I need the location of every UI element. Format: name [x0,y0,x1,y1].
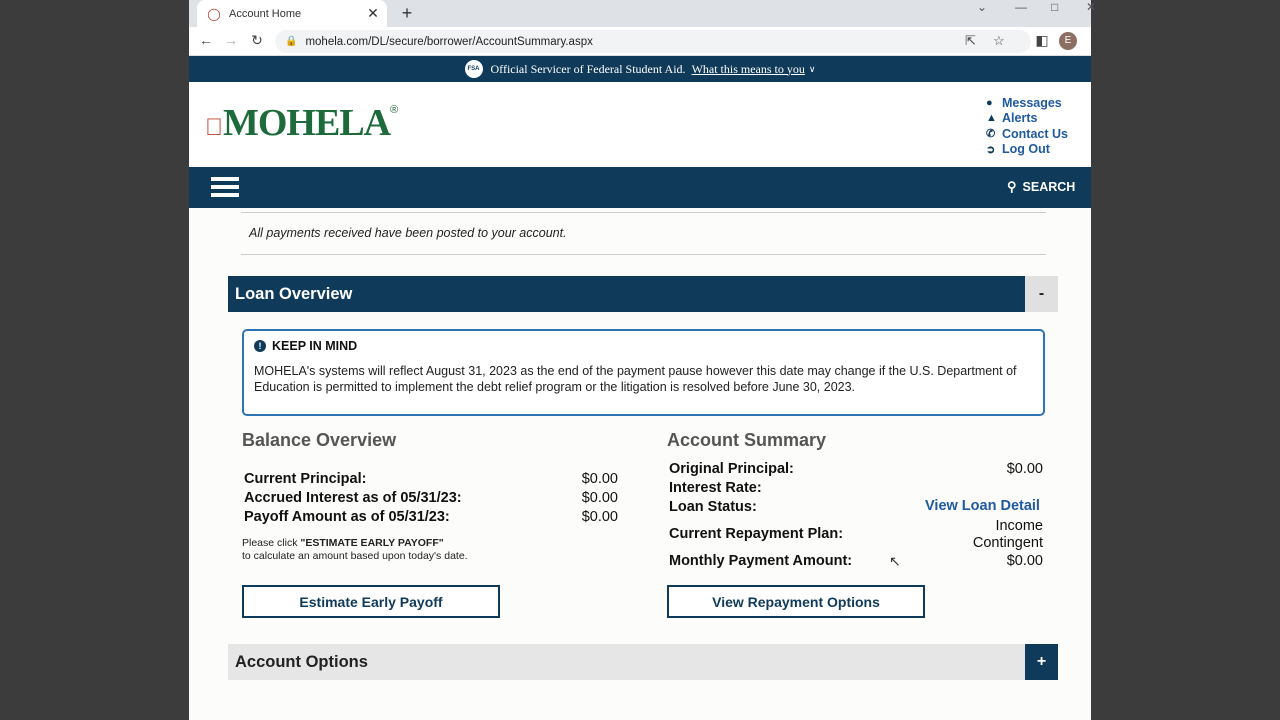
chat-bubble-icon: ● [986,96,993,109]
keep-in-mind-title: KEEP IN MIND [272,339,358,353]
tab-search-icon[interactable]: ⌄ [977,0,988,14]
original-principal-value: $0.00 [1006,461,1043,477]
side-panel-icon[interactable]: ◧ [1035,32,1049,48]
tab-title: Account Home [229,7,302,20]
tab-strip [189,0,1097,27]
repayment-plan-value-line1: Income [995,518,1043,534]
logo-wordmark: MOHELA [205,102,373,144]
site-header [189,82,1091,167]
bell-icon: ▲ [986,112,997,125]
bookmark-star-icon[interactable]: ☆ [993,33,1005,48]
contact-us-link[interactable]: ✆ Contact Us [986,126,1068,141]
current-principal-label: Current Principal: [244,471,367,487]
phone-icon: ✆ [986,128,996,141]
fsa-banner-text: Official Servicer of Federal Student Aid. [490,61,686,76]
view-repayment-options-button[interactable]: View Repayment Options [667,585,925,618]
close-tab-icon[interactable]: ✕ [367,5,379,21]
account-options-header[interactable] [228,644,1058,680]
alerts-link[interactable]: ▲ Alerts [986,111,1038,126]
fsa-banner [189,56,1091,82]
url-text: mohela.com/DL/secure/borrower/AccountSummary.aspx [305,35,593,48]
lock-icon[interactable]: 🔒 [285,36,298,47]
info-icon: ! [254,340,266,352]
apple-logo-icon [205,114,223,142]
log-out-link[interactable]: ➲ Log Out [986,142,1050,157]
address-bar[interactable] [275,30,1031,53]
original-principal-label: Original Principal: [669,461,794,477]
keep-in-mind-body: MOHELA's systems will reflect August 31, 2023 as the end of the payment pause however this date may change if the U.S. Department of Education is permitted to implement the debt relief program or the litigation is resolved before June 30, 2023. [254,364,1017,394]
hamburger-menu-icon[interactable] [211,177,239,197]
current-principal-value: $0.00 [581,471,618,487]
fsa-seal-icon: FSA [465,60,483,78]
what-this-means-link[interactable]: What this means to you [691,61,805,76]
view-loan-detail-link[interactable]: View Loan Detail [925,498,1040,514]
main-navbar [189,167,1091,208]
mohela-favicon-icon: ◯ [207,6,221,21]
repayment-plan-value-line2: Contingent [972,535,1043,551]
browser-toolbar [189,27,1091,56]
monthly-payment-label: Monthly Payment Amount: [669,553,853,569]
minimize-icon[interactable]: — [1015,0,1027,14]
new-tab-button[interactable]: + [401,3,413,23]
loan-status-label: Loan Status: [669,499,757,515]
share-icon[interactable]: ⇱ [965,33,976,48]
mohela-logo[interactable] [205,104,398,142]
maximize-icon[interactable]: □ [1051,0,1059,14]
profile-avatar[interactable]: E [1059,32,1077,50]
header-links [986,95,1068,157]
collapse-toggle[interactable]: - [1025,276,1058,312]
search-icon: ⚲ [1007,179,1017,194]
interest-rate-label: Interest Rate: [669,480,762,496]
balance-overview-title: Balance Overview [242,430,397,450]
browser-window [189,0,1097,720]
search-button[interactable] [1007,179,1091,195]
back-icon[interactable]: ← [199,32,213,48]
main-content [189,208,1091,720]
account-options-title: Account Options [235,652,368,671]
payoff-amount-value: $0.00 [581,509,618,525]
estimate-early-payoff-button[interactable]: Estimate Early Payoff [242,585,500,618]
repayment-plan-label: Current Repayment Plan: [669,526,844,542]
forward-icon[interactable]: → [224,32,238,48]
reload-icon[interactable]: ↻ [251,32,263,48]
keep-in-mind-box [242,329,1045,416]
messages-link[interactable]: ● Messages [986,95,1062,110]
chevron-down-icon[interactable]: ∨ [808,63,816,74]
mouse-cursor-icon: ↖ [889,553,901,569]
loan-overview-header[interactable] [228,276,1058,312]
payments-notice: All payments received have been posted to your account. [249,226,567,240]
divider [241,212,1046,213]
accrued-interest-label: Accrued Interest as of 05/31/23: [244,490,462,506]
tab-account-home[interactable] [197,0,387,27]
payoff-amount-label: Payoff Amount as of 05/31/23: [244,509,450,525]
accrued-interest-value: $0.00 [581,490,618,506]
sign-out-icon: ➲ [986,143,996,156]
divider [241,254,1046,255]
registered-mark: ® [372,104,381,116]
close-window-icon[interactable]: ✕ [1086,0,1097,14]
account-summary-title: Account Summary [667,430,827,450]
search-label: SEARCH [1022,180,1076,194]
monthly-payment-value: $0.00 [1006,553,1043,569]
early-payoff-hint: Please click "ESTIMATE EARLY PAYOFF" to calculate an amount based upon today's date. [242,537,468,562]
expand-toggle[interactable]: + [1025,644,1058,680]
loan-overview-title: Loan Overview [235,284,353,303]
